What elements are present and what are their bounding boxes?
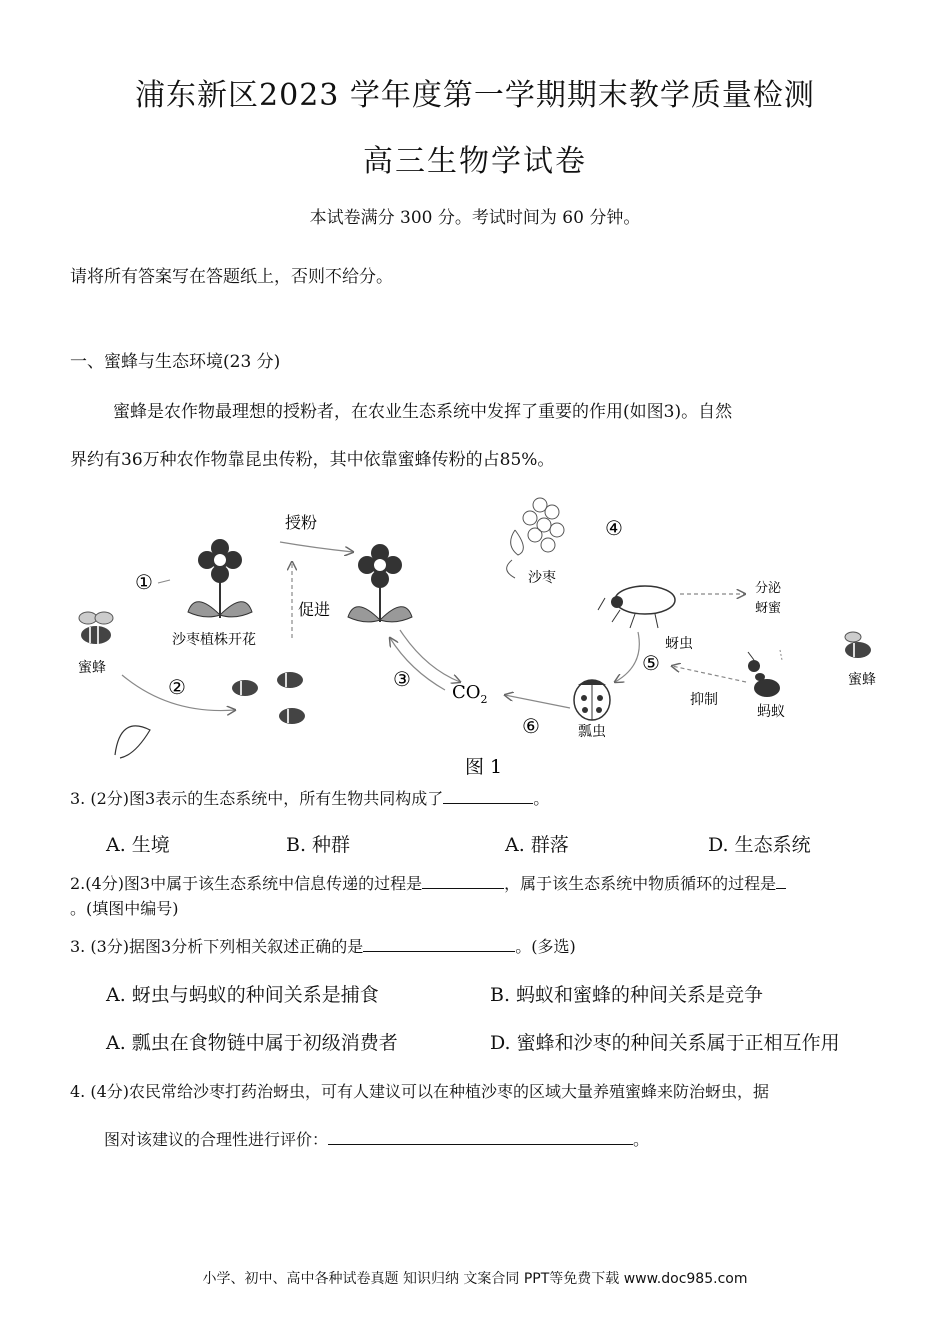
q1-option-d[interactable]: D. 生态系统 — [708, 834, 811, 856]
footer-text: 小学、初中、高中各种试卷真题 知识归纳 文案合同 PPT等免费下载 www.doc985.com — [202, 1271, 748, 1287]
question-3-text: 3. (3分)据图3分析下列相关叙述正确的是 — [70, 937, 364, 956]
flower-1-icon — [188, 539, 252, 618]
bee-dance-icon — [115, 726, 150, 758]
label-secrete-1: 分泌 — [755, 581, 782, 596]
label-bee-left: 蜜蜂 — [78, 660, 106, 676]
num-1: ① — [135, 570, 153, 594]
q3-option-a[interactable]: A. 蚜虫与蚂蚁的种间关系是捕食 — [106, 984, 379, 1006]
answer-blank-3[interactable] — [363, 935, 515, 952]
bee-left-icon — [79, 612, 113, 644]
label-aphid: 蚜虫 — [665, 636, 693, 652]
label-ladybug: 瓢虫 — [578, 724, 606, 740]
num-3: ③ — [393, 667, 411, 691]
label-shazao: 沙枣 — [528, 570, 556, 586]
label-promote: 促进 — [298, 600, 331, 619]
question-4-end: 。 — [633, 1130, 650, 1149]
intro-line-1: 蜜蜂是农作物最理想的授粉者，在农业生态系统中发挥了重要的作用(如图3)。自然 — [113, 402, 733, 422]
num-5: ⑤ — [642, 651, 660, 675]
question-3 — [70, 934, 576, 957]
q1-option-b[interactable]: B. 种群 — [286, 834, 351, 856]
label-ant: 蚂蚁 — [757, 704, 785, 720]
label-bee-right: 蜜蜂 — [848, 672, 876, 688]
exam-title: 浦东新区2023 学年度第一学期期末教学质量检测 — [135, 78, 815, 113]
num-6: ⑥ — [522, 714, 540, 738]
ecosystem-figure — [60, 490, 890, 790]
question-1-end: 。 — [533, 789, 550, 808]
label-secrete-2: 蚜蜜 — [755, 601, 782, 616]
exam-notice: 请将所有答案写在答题纸上，否则不给分。 — [70, 267, 393, 287]
question-2-mid: ，属于该生态系统中物质循环的过程是 — [504, 874, 777, 893]
question-4-text: 图对该建议的合理性进行评价： — [104, 1130, 329, 1149]
q3-option-b[interactable]: B. 蚂蚁和蜜蜂的种间关系是竞争 — [490, 984, 764, 1006]
q1-option-c[interactable]: A. 群落 — [505, 834, 569, 856]
q3-option-c[interactable]: A. 瓢虫在食物链中属于初级消费者 — [106, 1032, 398, 1054]
question-4-line-2 — [104, 1127, 649, 1150]
answer-blank-2b[interactable] — [776, 872, 786, 889]
question-2-line-2: 。(填图中编号) — [70, 899, 179, 918]
label-co2: $CO_2$ — [452, 682, 488, 706]
num-2: ② — [168, 675, 186, 699]
q3-option-d[interactable]: D. 蜜蜂和沙枣的种间关系属于正相互作用 — [490, 1032, 840, 1054]
ladybug-icon — [574, 680, 610, 720]
answer-blank-1[interactable] — [443, 787, 533, 804]
q1-option-a[interactable]: A. 生境 — [106, 834, 170, 856]
figure-caption: 图 1 — [465, 756, 503, 778]
question-1-text: 3. (2分)图3表示的生态系统中，所有生物共同构成了 — [70, 789, 444, 808]
num-4: ④ — [605, 516, 623, 540]
flower-2-icon — [348, 544, 412, 622]
answer-blank-2a[interactable] — [422, 872, 504, 889]
label-pollination: 授粉 — [285, 513, 318, 532]
bees-middle-icon — [232, 672, 305, 724]
question-1 — [70, 786, 549, 809]
intro-line-2: 界约有36万种农作物靠昆虫传粉，其中依靠蜜蜂传粉的占85%。 — [70, 450, 555, 470]
label-inhibit: 抑制 — [690, 692, 718, 708]
question-3-end: 。(多选) — [515, 937, 576, 956]
exam-info: 本试卷满分 300 分。考试时间为 60 分钟。 — [309, 208, 641, 228]
aphid-icon — [598, 586, 675, 628]
answer-blank-4[interactable] — [328, 1128, 633, 1145]
ant-icon — [748, 650, 782, 697]
exam-subtitle: 高三生物学试卷 — [363, 144, 587, 179]
question-2 — [70, 871, 786, 894]
shazao-icon — [507, 498, 564, 578]
section-heading: 一、蜜蜂与生态环境(23 分) — [70, 352, 281, 372]
bee-right-icon — [845, 632, 871, 658]
question-4-line-1: 4. (4分)农民常给沙枣打药治蚜虫，可有人建议可以在种植沙枣的区域大量养殖蜜蜂来防治蚜虫，据 — [70, 1082, 770, 1101]
label-flowering: 沙枣植株开花 — [172, 632, 256, 648]
question-2-text: 2.(4分)图3中属于该生态系统中信息传递的过程是 — [70, 874, 423, 893]
